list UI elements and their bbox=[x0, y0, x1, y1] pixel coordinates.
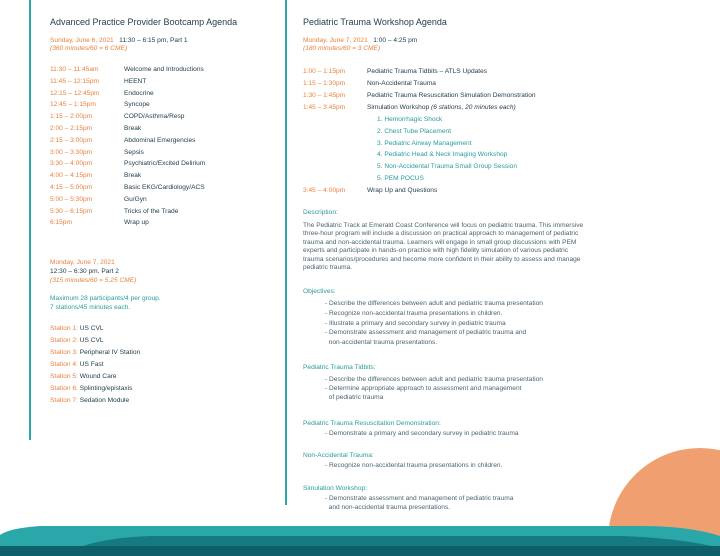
schedule-topic: COPD/Asthma/Resp bbox=[124, 113, 185, 121]
station-row bbox=[50, 349, 140, 356]
stations-info: 7 stations/45 minutes each. bbox=[50, 304, 131, 311]
nat-item: - Recognize non-accidental trauma presentations in children. bbox=[325, 462, 503, 469]
workshop-topic-text: Pediatric Trauma Resuscitation Simulation Demonstration bbox=[367, 92, 536, 99]
simulation-station: 1. Hemorrhagic Shock bbox=[377, 116, 443, 123]
center-divider bbox=[285, 0, 287, 505]
schedule-time: 2:15 – 3:00pm bbox=[50, 136, 93, 144]
tidbits-label: Pediatric Trauma Tidbits: bbox=[303, 364, 376, 371]
description-label: Description: bbox=[303, 209, 338, 216]
workshop-time: 1:15 – 1:30pm bbox=[303, 80, 346, 87]
schedule-time: 3:00 – 3:30pm bbox=[50, 148, 93, 156]
station-name: Wound Care bbox=[79, 373, 117, 380]
simulation-station: 3. Pediatric Airway Management bbox=[377, 139, 472, 147]
bootcamp-day2-cme: (315 minutes/60 = 5.25 CME) bbox=[50, 277, 137, 284]
tidbits-item: - Describe the differences between adult and pediatric trauma presentation bbox=[325, 376, 543, 383]
bootcamp-title: Advanced Practice Provider Bootcamp Agenda bbox=[50, 17, 238, 27]
workshop-title: Pediatric Trauma Workshop Agenda bbox=[303, 17, 447, 27]
objectives-item: non-accidental trauma presentations. bbox=[325, 339, 438, 347]
schedule-topic: Gu/Gyn bbox=[124, 195, 147, 203]
schedule-time: 6:15pm bbox=[50, 219, 72, 227]
schedule-topic: Break bbox=[124, 125, 142, 132]
workshop-topic-text: Simulation Workshop bbox=[367, 104, 430, 111]
station-label: Station 1: bbox=[50, 325, 78, 332]
wrap-time: 3:45 – 4:00pm bbox=[303, 187, 346, 194]
station-name: Splinting/epistaxis bbox=[79, 385, 133, 392]
station-name: US CVL bbox=[79, 325, 104, 332]
workshop-topic-text: Non-Accidental Trauma bbox=[367, 80, 436, 87]
station-name: Sedation Module bbox=[79, 397, 130, 404]
bootcamp-day2-time: 12:30 – 6:30 pm, Part 2 bbox=[50, 268, 119, 275]
description-line: three-hour program will include a discussion on practical approach to management of pediatric bbox=[303, 230, 579, 238]
tidbits-item: - Determine appropriate approach to assessment and management bbox=[325, 385, 522, 392]
workshop-topic-text: Pediatric Trauma Tidbits – ATLS Updates bbox=[367, 68, 488, 75]
schedule-time: 5:00 – 5:30pm bbox=[50, 195, 93, 203]
workshop-topic bbox=[367, 80, 436, 87]
schedule-time: 12:45 – 1:15pm bbox=[50, 101, 96, 109]
station-row bbox=[50, 325, 104, 332]
station-label: Station 3: bbox=[50, 349, 78, 356]
bootcamp-day1-line: Sunday, June 6, 2021 11:30 – 6:15 pm, Part 1 bbox=[50, 37, 188, 44]
workshop-topic bbox=[367, 68, 487, 75]
bootcamp-day2-date: Monday, June 7, 2021 bbox=[50, 259, 115, 266]
station-row bbox=[50, 361, 104, 368]
objectives-item: - Recognize non-accidental trauma presentations in children. bbox=[325, 309, 503, 317]
schedule-time: 2:00 – 2:15pm bbox=[50, 125, 93, 132]
simulation-station: 5. Non-Accidental Trauma Small Group Session bbox=[377, 163, 517, 171]
workshop-topic bbox=[367, 104, 516, 111]
schedule-time: 4:00 – 4:15pm bbox=[50, 172, 93, 180]
schedule-topic: Psychiatric/Excited Delirium bbox=[124, 160, 206, 168]
simulation-station: 2. Chest Tube Placement bbox=[377, 127, 452, 135]
simulation-station: 5. PEM POCUS bbox=[377, 175, 424, 182]
station-label: Station 4: bbox=[50, 361, 78, 368]
workshop-topic bbox=[367, 92, 536, 99]
resuscitation-label: Pediatric Trauma Resuscitation Demonstration: bbox=[303, 420, 441, 427]
station-name: US Fast bbox=[79, 361, 104, 368]
workshop-time: 1:45 – 3:45pm bbox=[303, 104, 346, 111]
station-label: Station 6: bbox=[50, 385, 78, 392]
left-divider bbox=[29, 0, 31, 440]
objectives-item: - Illustrate a primary and secondary survey in pediatric trauma bbox=[325, 319, 506, 327]
objectives-label: Objectives: bbox=[303, 288, 336, 295]
schedule-topic: Wrap up bbox=[124, 219, 149, 227]
schedule-time: 4:15 – 5:00pm bbox=[50, 184, 93, 191]
simulation-label: Simulation Workshop: bbox=[303, 485, 368, 492]
max-participants: Maximum 28 participants/4 per group. bbox=[50, 295, 161, 302]
schedule-topic: Sepsis bbox=[124, 148, 144, 156]
description-line: trauma scenarios/procedures and become more confident in their ability to assess and manage bbox=[303, 255, 581, 263]
station-label: Station 7: bbox=[50, 397, 78, 404]
workshop-day-line: Monday, June 7, 2021 1:00 – 4:25 pm bbox=[303, 37, 418, 44]
schedule-time: 11:30 – 11:45am bbox=[50, 66, 99, 73]
workshop-time: 1:30 – 1:45pm bbox=[303, 92, 346, 99]
workshop-topic-note: (6 stations, 20 minutes each) bbox=[431, 104, 516, 111]
sim-item: and non-accidental trauma presentations. bbox=[325, 504, 450, 511]
schedule-topic: HEENT bbox=[124, 77, 147, 85]
station-label: Station 5: bbox=[50, 373, 78, 380]
description-line: The Pediatric Track at Emerald Coast Conference will focus on pediatric trauma. This immersive bbox=[303, 222, 584, 229]
schedule-topic: Syncope bbox=[124, 101, 150, 109]
station-row bbox=[50, 337, 104, 344]
objectives-item: - Describe the differences between adult and pediatric trauma presentation bbox=[325, 300, 543, 307]
simulation-station: 4. Pediatric Head & Neck Imaging Workshop bbox=[377, 151, 508, 159]
objectives-item: - Demonstrate assessment and management of pediatric trauma and bbox=[325, 329, 527, 337]
nat-label: Non-Accidental Trauma: bbox=[303, 452, 374, 459]
schedule-time: 5:30 – 6:15pm bbox=[50, 207, 93, 215]
description-line: experts and participate in hands-on practice with high fidelity simulation of various pediatric bbox=[303, 247, 568, 255]
station-row bbox=[50, 385, 132, 392]
station-label: Station 2: bbox=[50, 337, 78, 344]
schedule-topic: Welcome and Introductions bbox=[124, 66, 204, 73]
workshop-time: 1:00 – 1:15pm bbox=[303, 68, 346, 75]
bootcamp-day1-cme: (360 minutes/60 = 6 CME) bbox=[50, 45, 128, 52]
wrap-topic: Wrap Up and Questions bbox=[367, 187, 438, 194]
schedule-topic: Abdominal Emergencies bbox=[124, 136, 196, 144]
schedule-time: 11:45 – 12:15pm bbox=[50, 77, 100, 85]
resus-item: - Demonstrate a primary and secondary survey in pediatric trauma bbox=[325, 430, 519, 437]
schedule-topic: Break bbox=[124, 172, 142, 180]
schedule-topic: Endocrine bbox=[124, 89, 154, 97]
description-line: trauma and non-accidental trauma. Learners will engage in small group discussions with PEM bbox=[303, 238, 577, 246]
station-row bbox=[50, 373, 117, 380]
schedule-time: 12:15 – 12:45pm bbox=[50, 89, 100, 97]
schedule-time: 1:15 – 2:00pm bbox=[50, 113, 93, 121]
schedule-time: 3:30 – 4:00pm bbox=[50, 160, 93, 168]
station-name: Peripheral IV Station bbox=[79, 349, 141, 356]
station-row bbox=[50, 397, 129, 404]
schedule-topic: Tricks of the Trade bbox=[124, 207, 179, 215]
description-line: pediatric trauma. bbox=[303, 264, 353, 271]
sim-item: - Demonstrate assessment and management of pediatric trauma bbox=[325, 495, 514, 502]
tidbits-item: of pediatric trauma bbox=[325, 394, 384, 401]
station-name: US CVL bbox=[79, 337, 104, 344]
schedule-topic: Basic EKG/Cardiology/ACS bbox=[124, 184, 205, 191]
workshop-day-cme: (180 minutes/60 = 3 CME) bbox=[303, 45, 381, 52]
